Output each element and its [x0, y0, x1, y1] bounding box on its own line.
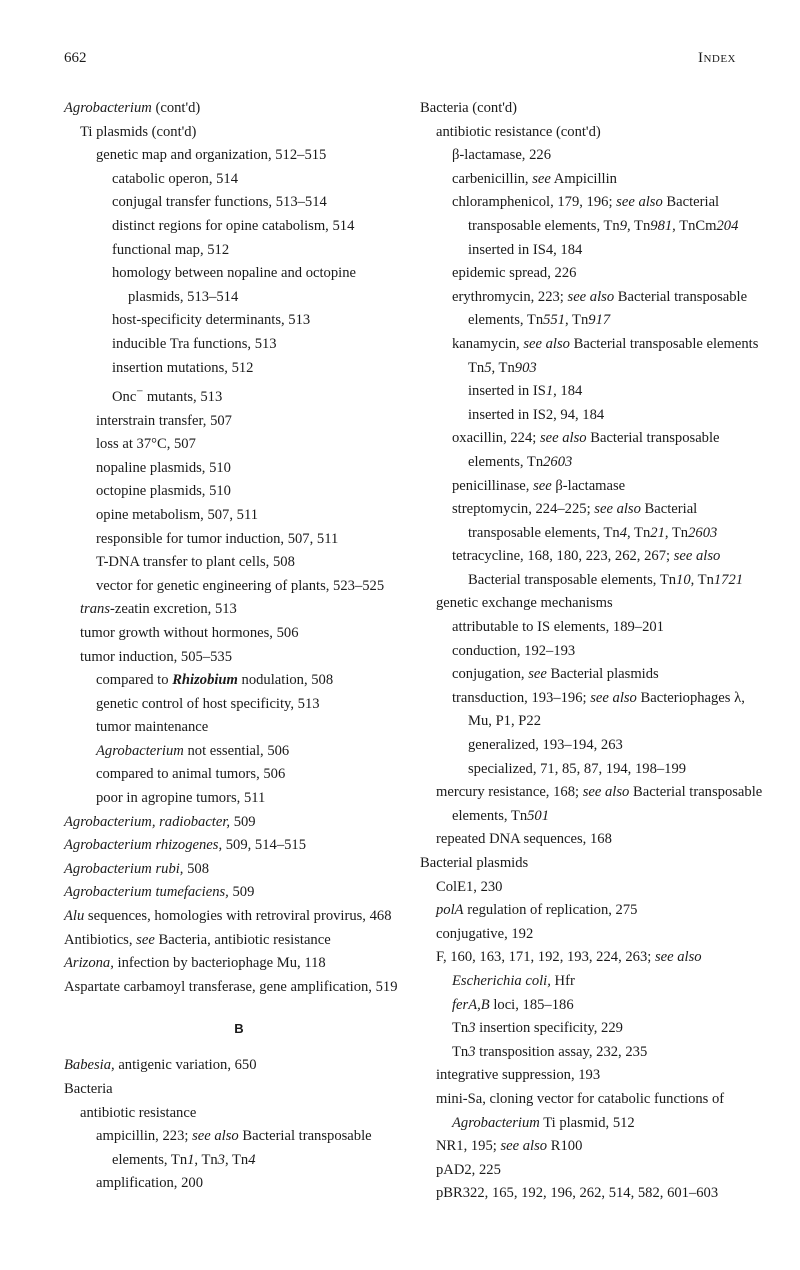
index-entry: [436, 946, 772, 993]
entry-text: Bacteria, antibiotic resistance: [154, 931, 331, 948]
index-entry: [452, 994, 772, 1018]
index-entry: [112, 309, 414, 333]
index-entry: [96, 693, 414, 717]
entry-text: Antibiotics,: [64, 931, 137, 948]
index-entry: [96, 504, 414, 528]
entry-text: pAD2, 225: [436, 1161, 501, 1178]
entry-text: see: [136, 931, 155, 948]
entry-text: 3: [217, 1151, 225, 1168]
entry-text: , Tn: [627, 524, 651, 541]
index-entry: [112, 239, 414, 263]
index-entry: [64, 97, 414, 121]
index-entry: [436, 828, 772, 852]
entry-text: attributable to IS elements, 189–201: [452, 619, 664, 636]
index-entry: [80, 646, 414, 670]
entry-text: 10: [676, 571, 691, 588]
entry-text: 21: [650, 524, 665, 541]
entry-text: 4: [619, 524, 628, 541]
index-entry: [436, 781, 772, 828]
index-entry: [96, 763, 414, 787]
index-entry: [452, 262, 772, 286]
entry-text: genetic map and organization, 512–515: [96, 147, 327, 164]
index-entry: [96, 457, 414, 481]
index-entry: [468, 734, 772, 758]
entry-text: Aspartate carbamoyl transferase, gene amplification, 519: [64, 978, 398, 995]
entry-text: see also: [590, 689, 637, 706]
entry-text: tumor maintenance: [96, 719, 209, 736]
entry-text: Ti plasmids (cont'd): [80, 123, 197, 140]
running-title: Index: [697, 50, 736, 66]
entry-text: conjugative, 192: [436, 925, 534, 942]
index-entry: [468, 758, 772, 782]
index-entry: [452, 1017, 772, 1041]
index-entry: [96, 787, 414, 811]
left-index-column: [64, 97, 414, 1196]
entry-text: kanamycin,: [452, 335, 524, 352]
index-entry: [436, 899, 772, 923]
entry-text: catabolic operon, 514: [112, 170, 239, 187]
index-entry: [112, 168, 414, 192]
entry-text: see also: [616, 194, 663, 211]
entry-text: see: [528, 666, 547, 683]
entry-text: β-lactamase: [551, 477, 626, 494]
entry-text: β-lactamase, 226: [452, 147, 551, 164]
index-entry: [80, 622, 414, 646]
index-entry: [112, 191, 414, 215]
entry-text: R100: [547, 1138, 583, 1155]
entry-text: , Tn: [194, 1151, 218, 1168]
entry-text: Agrobacterium tumefaciens,: [64, 884, 229, 901]
index-entry: [452, 427, 772, 474]
entry-text: 3: [468, 1020, 476, 1037]
entry-text: Bacteria (cont'd): [420, 100, 518, 116]
entry-text: polA: [436, 902, 464, 919]
index-entry: [436, 1088, 772, 1135]
index-entry: [96, 410, 414, 434]
entry-text: Bacteria: [64, 1081, 113, 1098]
entry-text: F, 160, 163, 171, 192, 193, 224, 263;: [436, 949, 655, 966]
entry-text: see also: [539, 430, 587, 447]
entry-text: insertion mutations, 512: [112, 359, 254, 376]
entry-text: Babesia,: [64, 1057, 115, 1074]
index-entry: [468, 380, 772, 404]
index-entry: [96, 740, 414, 764]
index-entry: [96, 480, 414, 504]
entry-text: 1: [187, 1151, 195, 1168]
index-entry: [452, 687, 772, 734]
entry-text: tumor growth without hormones, 506: [80, 624, 299, 641]
entry-text: , Tn: [627, 217, 651, 234]
index-entry: [452, 1041, 772, 1065]
entry-text: conjugal transfer functions, 513–514: [112, 194, 327, 211]
entry-text: Bacterial plasmids: [420, 855, 529, 871]
index-entry: [64, 811, 414, 835]
index-entry: [96, 1125, 414, 1172]
index-entry: [452, 640, 772, 664]
index-entry: [452, 144, 772, 168]
entry-text: pBR322, 165, 192, 196, 262, 514, 582, 601–603: [436, 1185, 719, 1202]
entry-text: 2603: [543, 453, 573, 470]
entry-text: , Tn: [224, 1151, 249, 1168]
index-entry: [64, 1054, 414, 1078]
entry-text: poor in agropine tumors, 511: [96, 790, 266, 807]
entry-text: 2603: [688, 524, 718, 541]
entry-text: carbenicillin,: [452, 170, 533, 187]
entry-text: conduction, 192–193: [452, 642, 576, 659]
entry-text: Bacterial transposable elements, Tn: [468, 430, 720, 470]
entry-text: nodulation, 508: [237, 672, 334, 689]
index-entry: [436, 1064, 772, 1088]
entry-text: genetic control of host specificity, 513: [96, 695, 320, 712]
entry-text: integrative suppression, 193: [436, 1067, 601, 1084]
entry-text: Agrobacterium: [64, 100, 152, 116]
index-entry: [436, 592, 772, 616]
entry-text: distinct regions for opine catabolism, 514: [112, 217, 355, 234]
index-entry: [452, 286, 772, 333]
entry-text: loss at 37°C, 507: [96, 436, 196, 453]
entry-text: 551: [543, 312, 566, 329]
index-entry: [112, 333, 414, 357]
entry-text: nopaline plasmids, 510: [96, 459, 231, 476]
entry-text: Agrobacterium: [96, 742, 184, 759]
entry-text: see also: [594, 501, 641, 518]
entry-text: , Tn: [565, 312, 589, 329]
index-entry: [452, 191, 772, 238]
entry-text: generalized, 193–194, 263: [468, 737, 623, 754]
entry-text: Ti plasmid, 512: [539, 1114, 635, 1131]
section-letter: B: [234, 1021, 244, 1037]
entry-text: Tn: [452, 1020, 469, 1037]
entry-text: Ampicillin: [550, 170, 617, 187]
entry-text: Agrobacterium: [452, 1114, 540, 1131]
entry-text: Bacterial transposable elements, Tn: [468, 194, 720, 234]
entry-text: 509: [230, 813, 256, 830]
entry-text: Bacterial transposable elements, Tn: [112, 1128, 372, 1168]
index-entry: [436, 1182, 772, 1206]
entry-text: mini-Sa, cloning vector for catabolic functions of: [436, 1090, 725, 1107]
entry-text: ferA,B: [452, 996, 490, 1013]
entry-text: functional map, 512: [112, 241, 230, 258]
index-entry: [452, 475, 772, 499]
entry-text: , Tn: [690, 571, 714, 588]
index-entry: [452, 545, 772, 592]
entry-text: , Tn: [491, 359, 515, 376]
entry-text: see also: [192, 1128, 239, 1145]
entry-text: infection by bacteriophage Mu, 118: [113, 955, 326, 972]
entry-text: tumor induction, 505–535: [80, 648, 233, 665]
entry-text: −: [136, 384, 144, 399]
entry-text: see also Escherichia coli,: [452, 949, 702, 989]
entry-text: 903: [514, 359, 537, 376]
entry-text: Bacterial transposable elements, Tn: [468, 288, 748, 329]
index-entry: [96, 551, 414, 575]
entry-text: inducible Tra functions, 513: [112, 335, 277, 352]
entry-text: octopine plasmids, 510: [96, 483, 231, 500]
index-entry: [420, 97, 772, 121]
entry-text: Bacteriophages λ, Mu, P1, P22: [468, 689, 745, 730]
entry-text: repeated DNA sequences, 168: [436, 831, 612, 848]
entry-text: homology between nopaline and octopine plasmids, 513–514: [112, 265, 356, 305]
index-entry: [468, 404, 772, 428]
entry-text: 1: [545, 383, 554, 400]
entry-text: oxacillin, 224;: [452, 430, 540, 447]
index-entry: [452, 498, 772, 545]
entry-text: chloramphenicol, 179, 196;: [452, 194, 617, 211]
index-entry: [436, 1135, 772, 1159]
entry-text: tetracycline, 168, 180, 223, 262, 267;: [452, 548, 674, 565]
entry-text: see: [532, 170, 551, 187]
entry-text: sequences, homologies with retroviral provirus, 468: [84, 908, 392, 925]
entry-text: antibiotic resistance: [80, 1104, 197, 1121]
entry-text: erythromycin, 223;: [452, 288, 568, 305]
entry-text: 917: [588, 312, 611, 329]
entry-text: ampicillin, 223;: [96, 1128, 193, 1145]
entry-text: antibiotic resistance (cont'd): [436, 123, 601, 140]
index-entry: [436, 923, 772, 947]
entry-text: 981: [650, 217, 673, 234]
index-entry: [64, 1078, 414, 1102]
index-entry: [64, 929, 414, 953]
index-entry: [436, 876, 772, 900]
entry-text: , 184: [553, 383, 583, 400]
entry-text: opine metabolism, 507, 511: [96, 506, 258, 523]
entry-text: T-DNA transfer to plant cells, 508: [96, 554, 295, 571]
index-entry: [420, 852, 772, 876]
entry-text: Bacterial transposable elements, Tn: [468, 571, 677, 588]
index-entry: [452, 168, 772, 192]
index-entry: [452, 663, 772, 687]
entry-text: antigenic variation, 650: [114, 1057, 257, 1074]
entry-text: regulation of replication, 275: [463, 902, 638, 919]
index-entry: [64, 905, 414, 929]
entry-text: Arizona,: [64, 955, 114, 972]
entry-text: Onc: [112, 388, 137, 405]
entry-text: penicillinase,: [452, 477, 534, 494]
index-entry: [64, 858, 414, 882]
entry-text: see also: [500, 1138, 548, 1155]
index-entry: [96, 669, 414, 693]
index-entry: [64, 881, 414, 905]
entry-text: specialized, 71, 85, 87, 194, 198–199: [468, 760, 687, 777]
entry-text: transposition assay, 232, 235: [475, 1043, 648, 1060]
entry-text: see also: [523, 335, 570, 352]
index-entry: [96, 528, 414, 552]
index-entry: [64, 976, 414, 1000]
entry-text: Agrobacterium, radiobacter,: [64, 813, 231, 830]
entry-text: 204: [716, 217, 739, 234]
entry-text: ColE1, 230: [436, 878, 503, 895]
page-header: [64, 50, 736, 72]
entry-text: mercury resistance, 168;: [436, 784, 583, 801]
index-entry: [112, 262, 414, 309]
entry-text: (cont'd): [151, 100, 201, 116]
entry-text: see also: [567, 288, 615, 305]
entry-text: loci, 185–186: [489, 996, 574, 1013]
index-entry: [468, 239, 772, 263]
entry-text: Hfr: [550, 972, 575, 989]
entry-text: trans: [80, 601, 111, 618]
entry-text: amplification, 200: [96, 1175, 203, 1192]
entry-text: 509, 514–515: [222, 837, 307, 854]
entry-text: Rhizobium: [172, 672, 238, 689]
entry-text: -zeatin excretion, 513: [110, 601, 237, 618]
entry-text: 5: [484, 359, 492, 376]
entry-text: Bacterial transposable elements, Tn: [468, 501, 698, 541]
index-entry: [96, 1172, 414, 1196]
index-entry: [80, 1102, 414, 1126]
entry-text: genetic exchange mechanisms: [436, 595, 613, 612]
entry-text: compared to animal tumors, 506: [96, 766, 286, 783]
entry-text: 9: [619, 217, 628, 234]
entry-text: 4: [248, 1151, 256, 1168]
right-index-column: [420, 97, 772, 1206]
entry-text: Tn: [452, 1043, 469, 1060]
entry-text: conjugation,: [452, 666, 529, 683]
entry-text: Agrobacterium rhizogenes,: [64, 837, 223, 854]
entry-text: Agrobacterium rubi,: [64, 860, 184, 877]
index-entry: [436, 121, 772, 145]
index-entry: [96, 716, 414, 740]
entry-text: see also: [582, 784, 630, 801]
entry-text: Alu: [64, 908, 85, 925]
index-entry: [112, 380, 414, 409]
page-number: 662: [64, 50, 87, 66]
entry-text: 509: [228, 884, 255, 901]
index-entry: [64, 834, 414, 858]
index-entry: [96, 575, 414, 599]
entry-text: 501: [527, 807, 550, 824]
entry-text: responsible for tumor induction, 507, 511: [96, 530, 339, 547]
entry-text: 1721: [713, 571, 744, 588]
entry-text: transduction, 193–196;: [452, 689, 591, 706]
entry-text: see: [533, 477, 552, 494]
entry-text: Bacterial transposable elements, Tn: [452, 784, 763, 824]
entry-text: mutants, 513: [143, 388, 223, 405]
entry-text: inserted in IS4, 184: [468, 241, 583, 258]
entry-text: 508: [183, 860, 209, 877]
entry-text: host-specificity determinants, 513: [112, 312, 311, 329]
entry-text: , Tn: [664, 524, 689, 541]
entry-text: interstrain transfer, 507: [96, 412, 232, 429]
index-entry: [112, 215, 414, 239]
entry-text: , TnCm: [672, 217, 717, 234]
entry-text: inserted in IS: [468, 383, 546, 400]
entry-text: streptomycin, 224–225;: [452, 501, 595, 518]
entry-text: NR1, 195;: [436, 1138, 501, 1155]
index-entry: [96, 144, 414, 168]
entry-text: not essential, 506: [183, 742, 290, 759]
entry-text: epidemic spread, 226: [452, 265, 577, 282]
entry-text: compared to: [96, 672, 173, 689]
entry-text: insertion specificity, 229: [475, 1020, 623, 1037]
index-entry: [96, 433, 414, 457]
index-entry: [80, 121, 414, 145]
entry-text: inserted in IS2, 94, 184: [468, 406, 605, 423]
entry-text: 3: [468, 1043, 476, 1060]
entry-text: vector for genetic engineering of plants, 523–525: [96, 577, 385, 594]
index-entry: [112, 357, 414, 381]
index-entry: [452, 616, 772, 640]
index-entry: [452, 333, 772, 380]
index-entry: [80, 598, 414, 622]
index-entry: [64, 952, 414, 976]
entry-text: Bacterial plasmids: [546, 666, 659, 683]
entry-text: Bacterial transposable elements Tn: [468, 335, 759, 376]
index-entry: [436, 1159, 772, 1183]
entry-text: see also: [673, 548, 721, 565]
